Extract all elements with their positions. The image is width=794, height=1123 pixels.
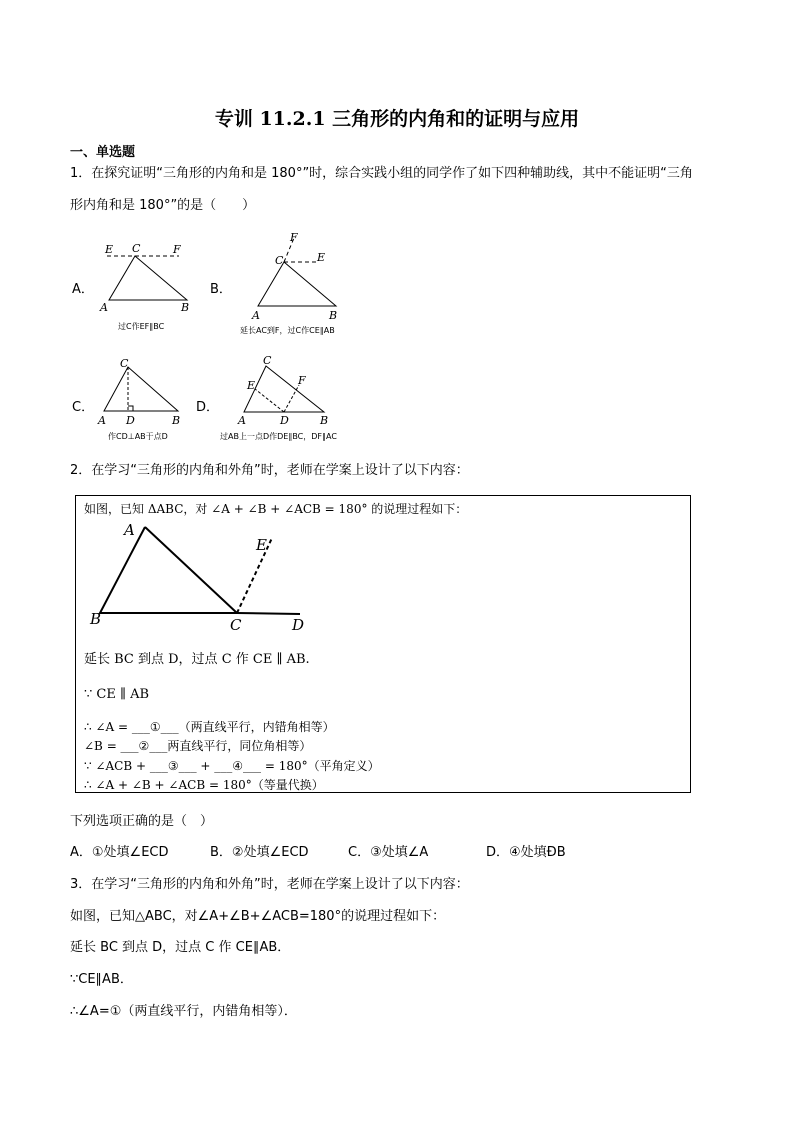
q1-caption-b: 延长AC到F，过C作CE∥AB bbox=[240, 326, 335, 335]
point-d: D bbox=[126, 414, 135, 427]
point-a: A bbox=[98, 414, 106, 427]
point-b: B bbox=[90, 610, 102, 628]
triangle-abc bbox=[258, 262, 336, 306]
point-f: F bbox=[290, 231, 298, 244]
q2-choice-c: C．③处填∠A bbox=[348, 845, 429, 860]
q2-ask: 下列选项正确的是（ ） bbox=[70, 814, 214, 829]
line-cd bbox=[237, 613, 300, 614]
q2-step3: ∴ ∠A = ___①___（两直线平行，内错角相等） bbox=[84, 720, 335, 734]
q2-stem: 2．在学习“三角形的内角和外角”时，老师在学案上设计了以下内容： bbox=[70, 463, 469, 478]
q2-step4: ∠B = ___②___两直线平行，同位角相等） bbox=[84, 739, 312, 753]
point-f: F bbox=[298, 374, 306, 387]
triangle-abc bbox=[244, 366, 324, 412]
point-e: E bbox=[105, 243, 114, 256]
q1-option-b-label: B． bbox=[210, 282, 232, 297]
point-d: D bbox=[292, 616, 305, 634]
figure-c bbox=[96, 355, 188, 429]
figure-d bbox=[236, 352, 336, 430]
point-e: E bbox=[256, 536, 267, 554]
q1-stem-line2: 形内角和是 180°”的是（ ） bbox=[70, 198, 256, 213]
q3-line4: ∴∠A=①（两直线平行，内错角相等）． bbox=[70, 1004, 297, 1019]
q1-option-d-label: D． bbox=[196, 400, 220, 415]
figure-a bbox=[95, 238, 205, 318]
q2-choice-a: A．①处填∠ECD bbox=[70, 845, 169, 860]
q1-caption-a: 过C作EF∥BC bbox=[118, 322, 165, 331]
page-title: 专训 11.2.1 三角形的内角和的证明与应用 bbox=[214, 108, 580, 130]
section-heading: 一、单选题 bbox=[70, 145, 136, 160]
q2-box-intro: 如图，已知 ΔABC，对 ∠A + ∠B + ∠ACB = 180° 的说理过程如下： bbox=[84, 502, 468, 516]
q1-option-a-label: A． bbox=[72, 282, 94, 297]
q3-stem: 3．在学习“三角形的内角和外角”时，老师在学案上设计了以下内容： bbox=[70, 877, 469, 892]
q1-option-c-label: C． bbox=[72, 400, 95, 415]
q1-caption-d: 过AB上一点D作DE∥BC，DF∥AC bbox=[220, 432, 337, 441]
point-e: E bbox=[247, 379, 256, 392]
figure-b bbox=[244, 230, 354, 322]
point-a: A bbox=[124, 521, 135, 539]
line-de bbox=[255, 389, 284, 412]
point-a: A bbox=[252, 309, 260, 322]
q2-choice-d: D．④处填ÐB bbox=[486, 845, 566, 860]
q1-caption-c: 作CD⊥AB于点D bbox=[108, 432, 168, 441]
right-angle-mark bbox=[128, 406, 133, 411]
q2-choice-b: B．②处填∠ECD bbox=[210, 845, 309, 860]
q2-figure bbox=[82, 518, 322, 638]
point-d: D bbox=[280, 414, 289, 427]
point-c: C bbox=[120, 357, 129, 370]
point-c: C bbox=[275, 254, 284, 267]
point-f: F bbox=[173, 243, 181, 256]
q2-step6: ∴ ∠A + ∠B + ∠ACB = 180°（等量代换） bbox=[84, 778, 324, 792]
q2-step2: ∵ CE ∥ AB bbox=[84, 687, 150, 702]
point-e: E bbox=[317, 251, 326, 264]
point-a: A bbox=[238, 414, 246, 427]
line-df bbox=[284, 385, 299, 412]
q3-line1: 如图，已知△ABC，对∠A+∠B+∠ACB=180°的说理过程如下： bbox=[70, 909, 446, 924]
q1-stem-line1: 1．在探究证明“三角形的内角和是 180°”时，综合实践小组的同学作了如下四种辅助线，其中不能证明“三角 bbox=[70, 166, 693, 181]
triangle-abc bbox=[109, 256, 187, 300]
point-b: B bbox=[329, 309, 338, 322]
q2-step1: 延长 BC 到点 D，过点 C 作 CE ∥ AB. bbox=[84, 652, 310, 667]
q3-line2: 延长 BC 到点 D，过点 C 作 CE∥AB． bbox=[70, 940, 291, 955]
point-b: B bbox=[320, 414, 329, 427]
point-b: B bbox=[172, 414, 181, 427]
point-c: C bbox=[263, 354, 272, 367]
point-a: A bbox=[100, 301, 108, 314]
point-b: B bbox=[181, 301, 190, 314]
triangle-abc bbox=[104, 367, 178, 411]
point-c: C bbox=[230, 616, 242, 634]
triangle-abc bbox=[100, 527, 237, 613]
q3-line3: ∵CE∥AB． bbox=[70, 972, 133, 987]
q2-step5: ∵ ∠ACB + ___③___ + ___④___ = 180°（平角定义） bbox=[84, 759, 380, 773]
point-c: C bbox=[132, 242, 141, 255]
